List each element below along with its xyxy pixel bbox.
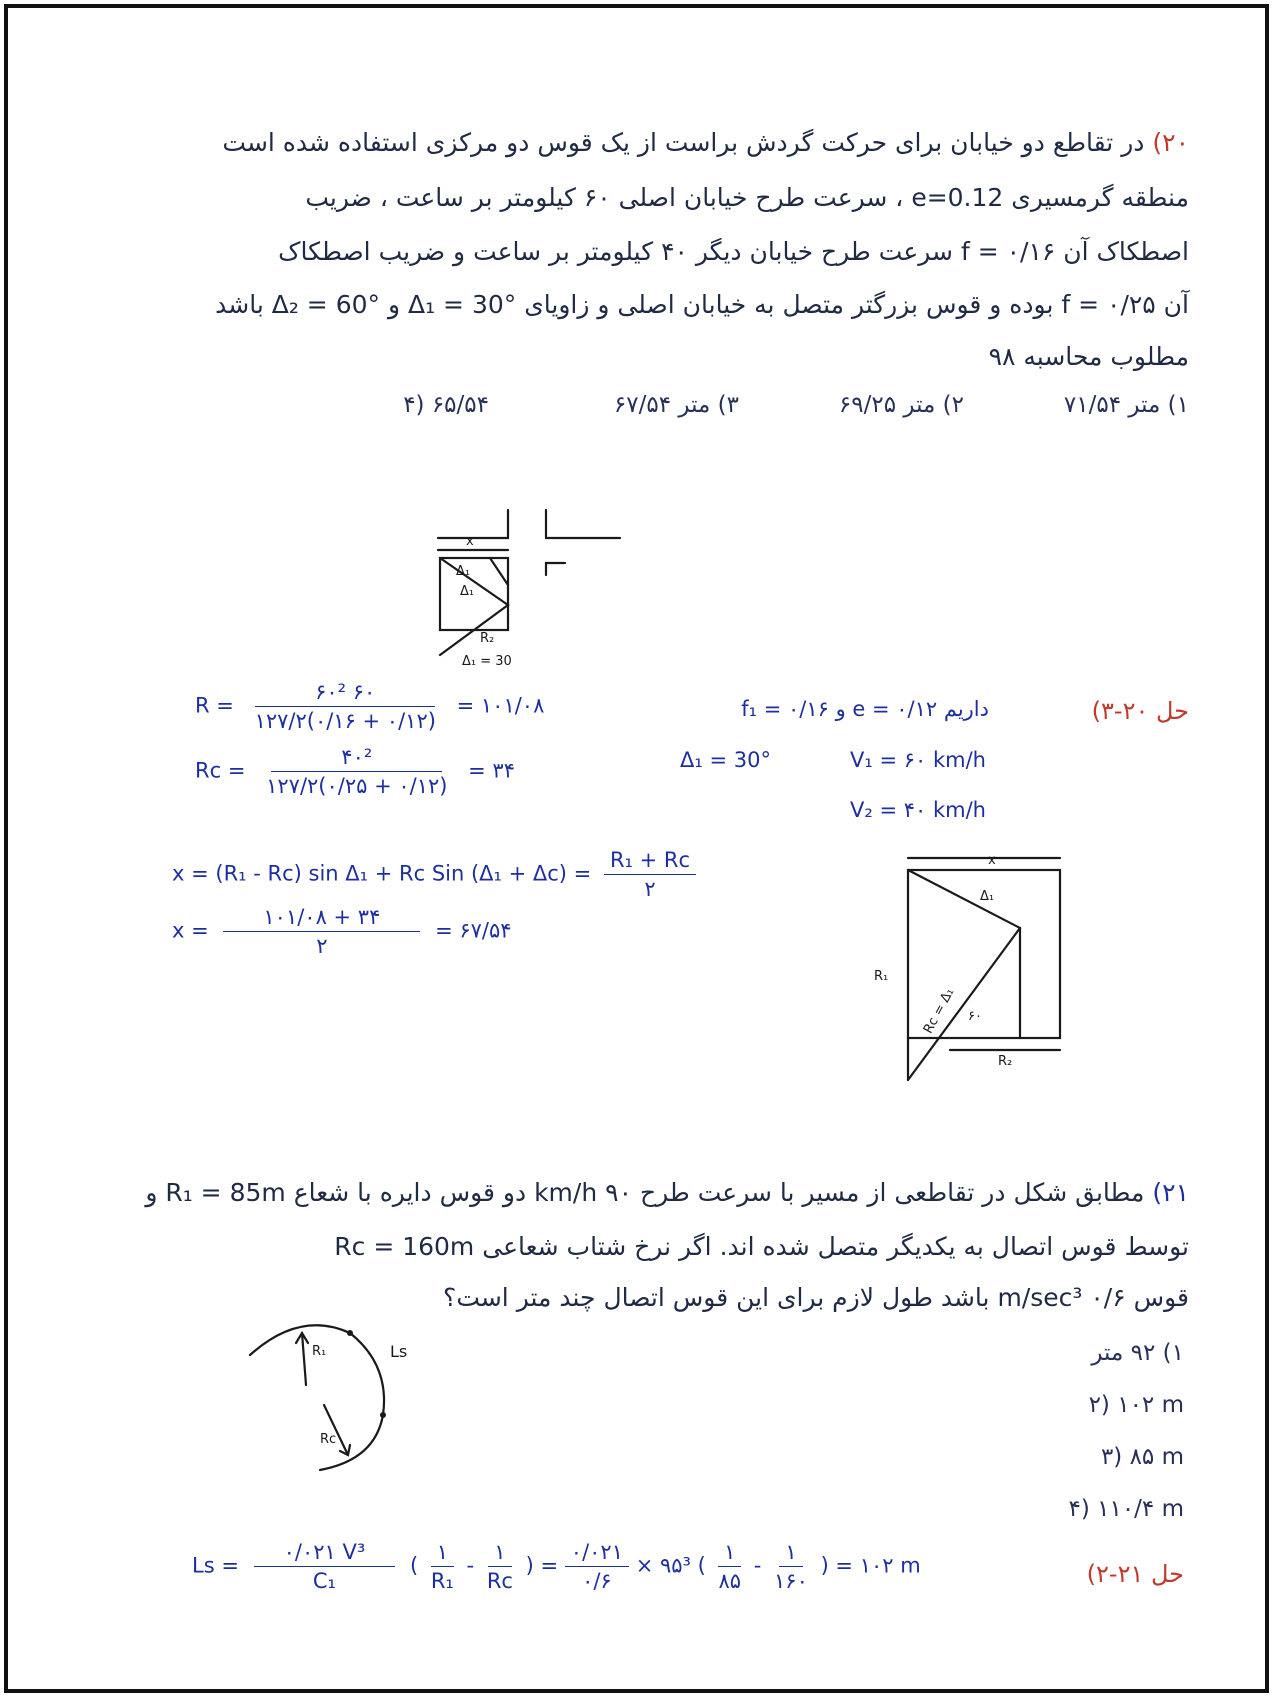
rc-fraction <box>260 745 453 798</box>
ls-f2a-denominator: R₁ <box>430 1569 454 1593</box>
rc-denominator: ۱۲۷/۲(۰/۲۵ + ۰/۱۲) <box>266 774 448 798</box>
q21-option-3: ۳) ۸۵ m <box>1100 1444 1184 1470</box>
x2-numerator: ۱۰۱/۰۸ + ۳۴ <box>223 905 420 932</box>
r-numerator: ۶۰² ۶۰ <box>255 680 435 707</box>
transition-arc-figure <box>240 1315 440 1480</box>
ls-fraction-4b <box>768 1540 814 1593</box>
r-lhs: R = <box>195 693 234 718</box>
fig2-delta1-label: Δ₁ <box>980 889 995 904</box>
rc-radius-arrow <box>324 1405 348 1455</box>
fig2-r1-label: R₁ <box>874 969 889 984</box>
ls-f1-numerator: ۰/۰۲۱ V³ <box>254 1540 396 1567</box>
ls-fraction-4a <box>713 1540 748 1593</box>
sol21-label: حل ۲۱-۲) <box>1086 1560 1184 1588</box>
fig2-tangent <box>908 870 1020 928</box>
fig1-delta1-b: Δ₁ <box>460 584 475 599</box>
ls-f4b-numerator: ۱ <box>779 1540 802 1567</box>
ls-multiplier: × ۹۵³ <box>635 1553 691 1578</box>
fig2-x-label: x <box>988 853 996 868</box>
paren-open-1: ( <box>409 1553 419 1578</box>
ls-f3-denominator: ۰/۶ <box>582 1569 612 1593</box>
ls-fraction-1 <box>254 1540 396 1593</box>
rc-result: = ۳۴ <box>468 758 515 783</box>
q21-line1 <box>145 1178 1189 1207</box>
minus-1: - <box>466 1553 475 1578</box>
ls-f4a-denominator: ۸۵ <box>718 1569 742 1593</box>
q20-option-2: ۲) متر ۶۹/۲۵ <box>838 392 964 418</box>
sol20-v1: V₁ = ۶۰ km/h <box>850 748 986 772</box>
arc-junction-1 <box>347 1330 353 1336</box>
x1-lhs: x = (R₁ - Rc) sin Δ₁ + Rc Sin (Δ₁ + Δc) = <box>172 861 592 886</box>
q20-line1-text: در تقاطع دو خیابان برای حرکت گردش براست از یک قوس دو مرکزی استفاده شده است <box>222 128 1145 157</box>
sol20-r-equation <box>195 680 544 733</box>
fig2-angle-label: ۶۰ <box>968 1009 982 1024</box>
q21-line1-text: مطابق شکل در تقاطعی از مسیر با سرعت طرح ۹۰ km/h دو قوس دایره با شعاع R₁ = 85m و <box>145 1178 1145 1207</box>
ls-f2a-numerator: ۱ <box>431 1540 454 1567</box>
q21-number: ۲۱) <box>1152 1178 1189 1207</box>
x1-fraction <box>604 848 696 901</box>
q21-option-4: ۴) ۱۱۰/۴ m <box>1068 1496 1184 1522</box>
sol20-v2: V₂ = ۴۰ km/h <box>850 798 986 822</box>
fig3-rc-label: Rc <box>320 1432 337 1447</box>
paren-close-1: ) = <box>525 1553 559 1578</box>
q21-option-1: ۱) ۹۲ متر <box>1091 1340 1184 1366</box>
ls-fraction-3 <box>565 1540 629 1593</box>
arc-r1 <box>250 1325 350 1355</box>
ls-f2b-numerator: ۱ <box>488 1540 511 1567</box>
q20-line5: مطلوب محاسبه ۹۸ <box>988 342 1189 371</box>
road-edge-upper-right <box>546 510 620 538</box>
fig1-delta1-a: Δ₁ <box>456 564 471 579</box>
sketch-radii <box>440 558 508 655</box>
q21-line3: قوس ۰/۶ m/sec³ باشد طول لازم برای این قوس اتصال چند متر است؟ <box>443 1283 1189 1312</box>
sketch-tangent <box>490 558 508 585</box>
x2-result: = ۶۷/۵۴ <box>435 918 512 943</box>
sol20-x-equation-1 <box>172 848 696 901</box>
minus-2: - <box>753 1553 762 1578</box>
r-fraction <box>249 680 442 733</box>
fig1-r2-label: R₂ <box>480 631 495 646</box>
ls-result: ) = ۱۰۲ m <box>820 1553 921 1578</box>
q20-line3: اصطکاک آن ۰/۱۶ = f سرعت طرح خیابان دیگر ۴۰ کیلومتر بر ساعت و ضریب اصطکاک <box>278 237 1189 266</box>
fig1-caption: Δ₁ = 30 <box>462 654 512 669</box>
q21-option-2: ۲) ۱۰۲ m <box>1088 1392 1184 1418</box>
fig3-r1-label: R₁ <box>312 1344 327 1359</box>
ls-lhs: Ls = <box>192 1553 239 1578</box>
r-denominator: ۱۲۷/۲(۰/۱۶ + ۰/۱۲) <box>254 709 436 733</box>
ls-fraction-2b <box>481 1540 519 1593</box>
x2-denominator: ۲ <box>316 934 328 958</box>
fig3-ls-label: Ls <box>390 1342 408 1361</box>
x2-lhs: x = <box>172 918 209 943</box>
q20-option-1: ۱) متر ۷۱/۵۴ <box>1063 392 1189 418</box>
q20-option-4: ۴) ۶۵/۵۴ <box>403 392 489 418</box>
ls-fraction-2a <box>425 1540 460 1593</box>
q20-line2: منطقه گرمسیری e=0.12 ، سرعت طرح خیابان اصلی ۶۰ کیلومتر بر ساعت ، ضریب <box>305 183 1189 212</box>
x1-numerator: R₁ + Rc <box>604 848 696 875</box>
fig2-r2-label: R₂ <box>998 1054 1013 1069</box>
r-result: = ۱۰۱/۰۸ <box>456 693 545 718</box>
sol20-label: حل ۲۰-۳) <box>1091 697 1189 725</box>
q20-option-3: ۳) متر ۶۷/۵۴ <box>613 392 739 418</box>
sol20-given1: داریم e = ۰/۱۲ و f₁ = ۰/۱۶ <box>741 697 989 721</box>
q20-number: ۲۰) <box>1152 128 1189 157</box>
road-edge-lower-right <box>546 563 565 575</box>
ls-f4b-denominator: ۱۶۰ <box>774 1569 808 1593</box>
compound-curve-figure <box>870 850 1070 1090</box>
ls-f4a-numerator: ۱ <box>718 1540 741 1567</box>
intersection-sketch <box>430 505 630 675</box>
sol21-equation <box>192 1540 921 1593</box>
fig1-x-label: x <box>466 534 474 549</box>
ls-f3-numerator: ۰/۰۲۱ <box>565 1540 629 1567</box>
arc-rc <box>320 1333 384 1470</box>
rc-numerator: ۴۰² <box>271 745 442 772</box>
ls-f2b-denominator: Rc <box>486 1569 513 1593</box>
x1-denominator: ۲ <box>644 877 656 901</box>
q20-line1 <box>222 128 1189 157</box>
x2-fraction <box>223 905 420 958</box>
ls-f1-denominator: C₁ <box>312 1569 336 1593</box>
fig2-rc-label: Rc = Δ₁ <box>920 985 958 1037</box>
arc-junction-2 <box>380 1412 386 1418</box>
q21-line2: Rc = 160m توسط قوس اتصال به یکدیگر متصل شده اند. اگر نرخ شتاب شعاعی <box>334 1232 1189 1261</box>
sol20-rc-equation <box>195 745 515 798</box>
q20-line4: آن ۰/۲۵ = f بوده و قوس بزرگتر متصل به خیابان اصلی و زاویای Δ₁ = 30° و Δ₂ = 60° باشد <box>215 290 1189 319</box>
rc-lhs: Rc = <box>195 758 246 783</box>
paren-open-2: ( <box>697 1553 706 1578</box>
sol20-given2: Δ₁ = 30° <box>680 748 771 772</box>
sol20-x-equation-2 <box>172 905 512 958</box>
